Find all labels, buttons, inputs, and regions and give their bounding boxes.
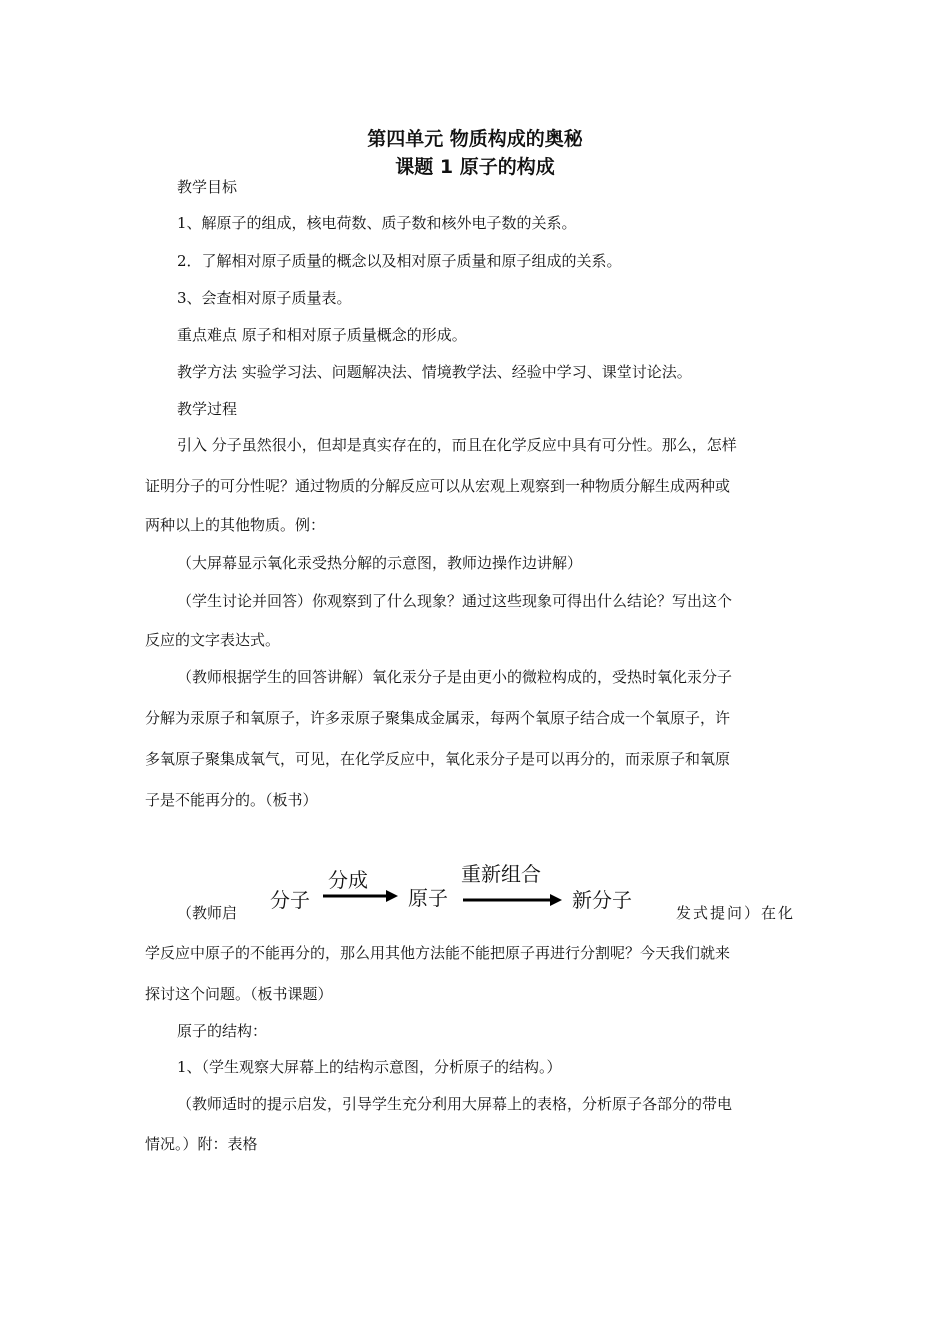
diagram-molecule: 分子 <box>270 888 310 912</box>
prompt-right: 发式提问）在化 <box>676 904 796 922</box>
explain-line-3: 多氧原子聚集成氧气，可见，在化学反应中，氧化汞分子是可以再分的，而汞原子和氧原 <box>145 750 731 768</box>
section-process: 教学过程 <box>177 400 238 418</box>
explain-line-1: （教师根据学生的回答讲解）氧化汞分子是由更小的微粒构成的，受热时氧化汞分子 <box>177 668 733 686</box>
discussion-line-2: 反应的文字表达式。 <box>145 631 281 649</box>
prompt-line-2: 学反应中原子的不能再分的，那么用其他方法能不能把原子再进行分割呢？今天我们就来 <box>145 944 731 962</box>
diagram-split-label: 分成 <box>328 868 368 892</box>
title-line2: 课题 1 原子的构成 <box>395 156 555 178</box>
intro-line-2: 证明分子的可分性呢？通过物质的分解反应可以从宏观上观察到一种物质分解生成两种或 <box>145 477 731 495</box>
atom-structure-1: 1、（学生观察大屏幕上的结构示意图，分析原子的结构。） <box>177 1058 562 1076</box>
key-points: 重点难点 原子和相对原子质量概念的形成。 <box>177 326 467 344</box>
title-line1: 第四单元 物质构成的奥秘 <box>367 128 583 150</box>
screen-note: （大屏幕显示氧化汞受热分解的示意图，教师边操作边讲解） <box>177 554 583 572</box>
intro-line-1: 引入 分子虽然很小，但却是真实存在的，而且在化学反应中具有可分性。那么，怎样 <box>177 436 737 454</box>
discussion-line-1: （学生讨论并回答）你观察到了什么现象？通过这些现象可得出什么结论？写出这个 <box>177 592 733 610</box>
atom-structure-heading: 原子的结构： <box>177 1022 268 1040</box>
section-objectives: 教学目标 <box>177 178 238 196</box>
teaching-methods: 教学方法 实验学习法、问题解决法、情境教学法、经验中学习、课堂讨论法。 <box>177 363 692 381</box>
intro-line-3: 两种以上的其他物质。例： <box>145 516 326 534</box>
diagram-atom: 原子 <box>408 886 448 910</box>
objective-3: 3、会查相对原子质量表。 <box>177 289 352 307</box>
prompt-line-3: 探讨这个问题。（板书课题） <box>145 985 333 1003</box>
explain-line-4: 子是不能再分的。（板书） <box>145 791 318 809</box>
hint-line-2: 情况。）附：表格 <box>145 1135 258 1153</box>
diagram-recombine-label: 重新组合 <box>461 862 541 886</box>
prompt-left: （教师启 <box>177 904 238 922</box>
arrow-split <box>323 890 398 902</box>
explain-line-2: 分解为汞原子和氧原子，许多汞原子聚集成金属汞，每两个氧原子结合成一个氧原子，许 <box>145 709 731 727</box>
arrow-recombine <box>463 894 562 906</box>
hint-line-1: （教师适时的提示启发，引导学生充分利用大屏幕上的表格，分析原子各部分的带电 <box>177 1095 733 1113</box>
objective-2: 2．了解相对原子质量的概念以及相对原子质量和原子组成的关系。 <box>177 252 622 270</box>
objective-1: 1、解原子的组成，核电荷数、质子数和核外电子数的关系。 <box>177 214 577 232</box>
diagram-new-molecule: 新分子 <box>572 888 632 912</box>
